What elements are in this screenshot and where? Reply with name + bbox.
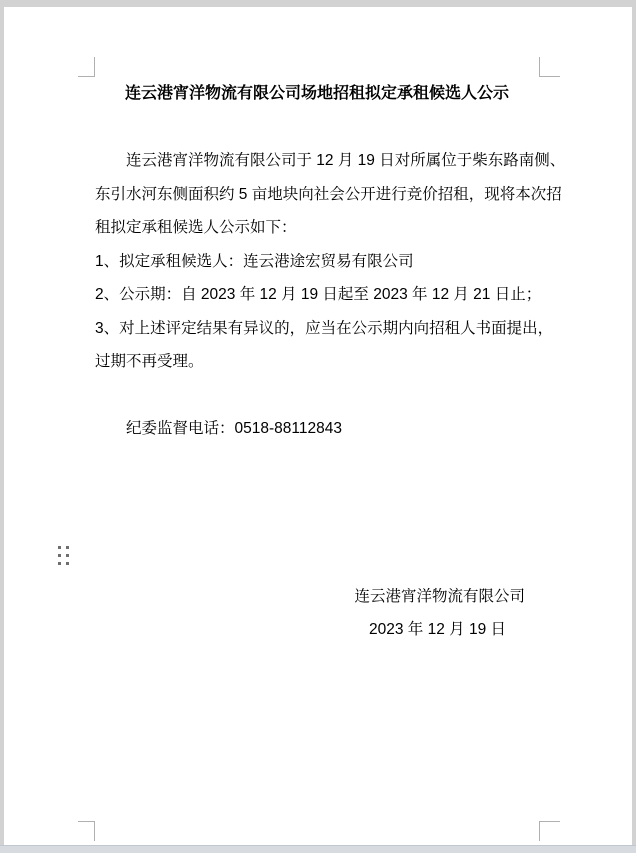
handle-dot xyxy=(58,562,61,565)
body-line xyxy=(95,379,539,413)
document-content xyxy=(95,77,566,647)
signature-company: 连云港宵洋物流有限公司 xyxy=(354,587,525,605)
body-line: 1、拟定承租候选人：连云港途宏贸易有限公司 xyxy=(95,252,414,270)
handle-dot xyxy=(66,562,69,565)
handle-dot xyxy=(66,554,69,557)
drag-handle-icon[interactable] xyxy=(58,546,69,565)
body-line: 东引水河东侧面积约 5 亩地块向社会公开进行竞价招租，现将本次招 xyxy=(95,185,562,203)
handle-dot xyxy=(58,546,61,549)
window-bottom-edge xyxy=(0,845,636,853)
handle-dot xyxy=(66,546,69,549)
body-lines xyxy=(95,144,566,446)
signature-block xyxy=(95,580,539,647)
handle-dot xyxy=(58,554,61,557)
text-boundary-mark-bottom-right xyxy=(539,821,560,841)
text-boundary-mark-bottom-left xyxy=(78,821,95,841)
body-line: 连云港宵洋物流有限公司于 12 月 19 日对所属位于柴东路南侧、 xyxy=(126,152,566,169)
body-line: 过期不再受理。 xyxy=(95,353,204,370)
body-line: 3、对上述评定结果有异议的，应当在公示期内向招租人书面提出， xyxy=(95,319,554,337)
text-boundary-mark-top-right xyxy=(539,57,560,77)
body-line: 租拟定承租候选人公示如下： xyxy=(95,219,297,236)
body-line: 纪委监督电话：0518-88112843 xyxy=(126,420,342,437)
document-title: 连云港宵洋物流有限公司场地招租拟定承租候选人公示 xyxy=(124,85,509,102)
document-page xyxy=(4,7,632,845)
text-boundary-mark-top-left xyxy=(78,57,95,77)
signature-date: 2023 年 12 月 19 日 xyxy=(369,621,506,638)
body-line: 2、公示期：自 2023 年 12 月 19 日起至 2023 年 12 月 21 日止； xyxy=(95,286,542,303)
